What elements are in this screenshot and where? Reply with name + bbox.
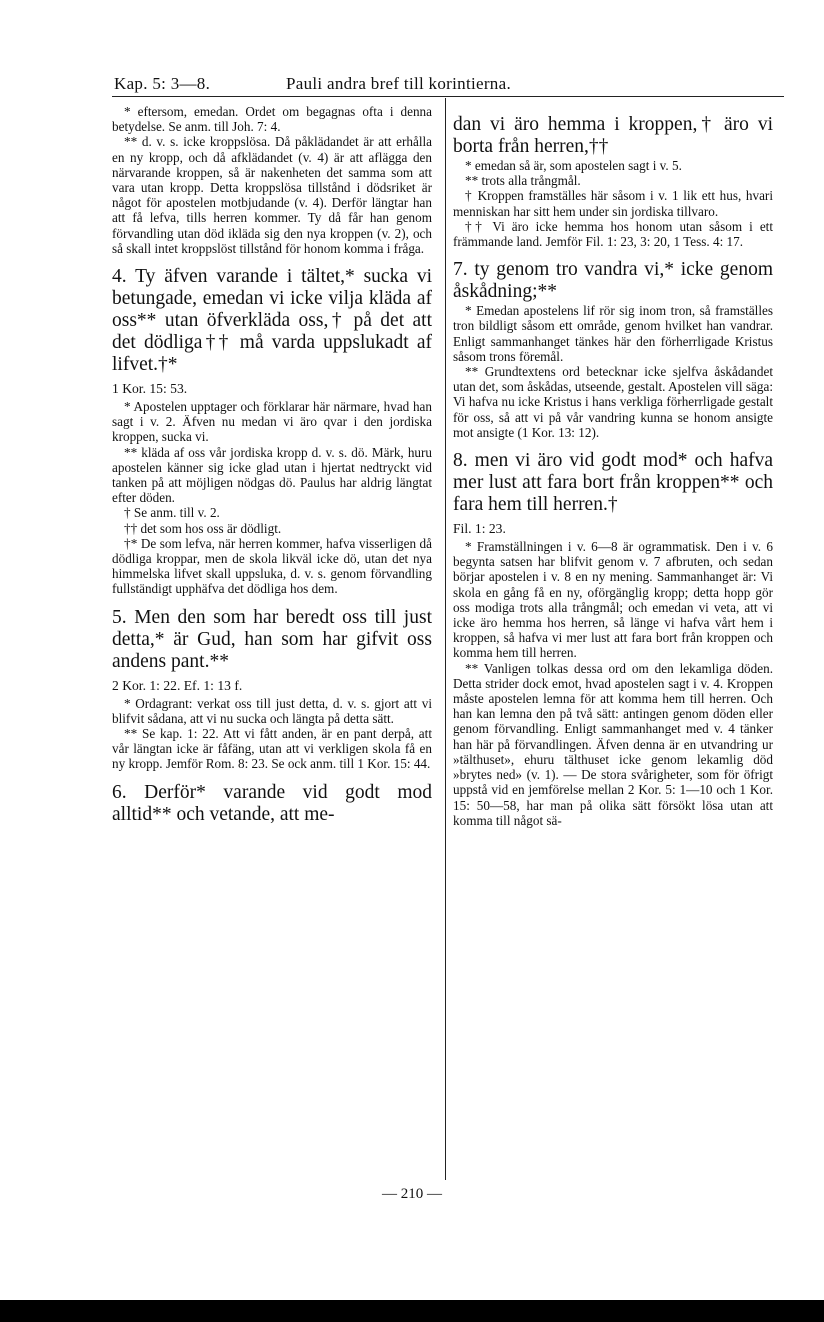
chapter-reference: Kap. 5: 3—8. <box>114 74 211 93</box>
verse-text: 5. Men den som har beredt oss till just detta,* är Gud, han som har gifvit oss andens pant.** <box>112 606 432 672</box>
verse-text: dan vi äro hemma i kroppen,† äro vi borta från herren,†† <box>453 114 773 157</box>
scan-bottom-edge <box>0 1300 824 1322</box>
verse-text: 7. ty genom tro vandra vi,* icke genom åskådning;** <box>453 259 773 303</box>
verse-text: 8. men vi äro vid godt mod* och hafva mer lust att fara bort från kroppen** och fara hem till herren.† <box>453 450 773 516</box>
column-divider <box>445 98 446 1180</box>
running-title: Pauli andra bref till korintierna. <box>286 74 511 93</box>
footnote: * Emedan apostelens lif rör sig inom tron, så framställes tron bildligt såsom ett område, genom hvilket han vandrar. Enligt sammanhanget tänkes här den förherrligade Kristus såsom trons föremål. <box>453 303 773 364</box>
running-header <box>114 74 792 94</box>
footnote: †† det som hos oss är dödligt. <box>124 520 282 536</box>
footnote: ** kläda af oss vår jordiska kropp d. v. s. dö. Märk, huru apostelen känner sig icke glad utan i hjertat nedtryckt vid tanken på att möjligen nödgas dö. Paulus har aldrig längtat efter döden. <box>112 444 432 506</box>
footnote: * Framställningen i v. 6—8 är ogrammatisk. Den i v. 6 begynta satsen har blifvit genom v. 7 afbruten, och sedan börjar apostelen i v. 8 en ny mening. Sammanhanget är: Vi skola en gång få en ny, oförgänglig kropp; detta hopp gör oss modiga trots alla trångmål; och emedan vi veta, att vi icke äro hemma hos herren, så länge vi hafva vårt hem i kroppen, så hafva vi mer lust att fara bort från kroppen och komma hem till herren. <box>453 539 773 661</box>
footnote: †† Vi äro icke hemma hos honom utan såsom i ett främmande land. Jemför Fil. 1: 23, 3: 20, 1 Tess. 4: 17. <box>453 218 773 250</box>
header-rule <box>112 96 784 97</box>
footnote: † Kroppen framställes här såsom i v. 1 lik ett hus, hvari menniskan har sitt hem under sin jordiska tillvaro. <box>453 188 773 219</box>
verse-text: 6. Derför* varande vid godt mod alltid** och vetande, att me- <box>112 781 432 825</box>
footnote: ** Se kap. 1: 22. Att vi fått anden, är en pant derpå, att vår längtan icke är fåfäng, utan att vi verkligen skola få en ny kropp. Jemför Rom. 8: 23. Se ock anm. till 1 Kor. 15: 44. <box>112 726 432 772</box>
footnote: ** trots alla trångmål. <box>465 173 581 189</box>
verse-text: 4. Ty äfven varande i tältet,* sucka vi betungade, emedan vi icke vilja kläda af oss** utan öfverkläda oss,† på det att det dödliga†† må varda uppslukadt af lifvet.†* <box>112 266 432 376</box>
footnote: * Ordagrant: verkat oss till just detta, d. v. s. gjort att vi blifvit sådana, att vi nu sucka och längta på detta sätt. <box>112 695 432 726</box>
left-column <box>112 104 432 826</box>
page-number: — 210 — <box>382 1186 442 1202</box>
footnote: * Apostelen upptager och förklarar här närmare, hvad han sagt i v. 2. Äfven nu medan vi äro qvar i den jordiska kroppen, sucka vi. <box>112 399 432 445</box>
footnote: * eftersom, emedan. Ordet om begagnas ofta i denna betydelse. Se anm. till Joh. 7: 4. <box>112 104 432 135</box>
cross-reference: Fil. 1: 23. <box>453 521 506 537</box>
right-column <box>453 104 773 828</box>
footnote: †* De som lefva, när herren kommer, hafva visserligen då dödliga kroppar, men de skola likväl icke dö, utan det nya himmelska lifvet skall uppsluka, d. v. s. genom förvandling fullständigt upphäfva det dödliga hos dem. <box>112 535 432 597</box>
footnote: ** d. v. s. icke kroppslösa. Då påklädandet är att erhålla en ny kropp, och då afklädandet (v. 4) är att aflägga den närvarande kroppen, så är nakenheten det samma som att vara utan kropp. Detta kroppslösa tillstånd i dödsriket är något för apostelen motbjudande (v. 4). Derför längtar han att få lefva, tills herren kommer. Ty då får han genom förvandling utan död ikläda sig den nya kroppen (v. 2), och så skall intet kroppslöst tillstånd för honom komma i fråga. <box>112 134 432 256</box>
footnote: † Se anm. till v. 2. <box>124 505 220 521</box>
footnote: * emedan så är, som apostelen sagt i v. 5. <box>465 158 682 173</box>
footnote: ** Vanligen tolkas dessa ord om den lekamliga döden. Detta strider dock emot, hvad apostelen sagt i v. 4. Kroppen måste apostelen lemna för att komma hem till herren. Och han kan lemna den på två sätt: antingen genom döden eller genom förvandling. Enligt sammanhanget med v. 4 tänker han här på förvandlingen. Äfven denna är en utvandring ur »tälthuset», ehuru tälthuset icke genom lekamlig död »brytes ned» (v. 1). — De stora svårigheter, som för öfrigt uppstå vid en jemförelse mellan 2 Kor. 5: 1—10 och 1 Kor. 15: 50—58, har man på olika sätt försökt lösa utan att komma till något sä- <box>453 660 773 828</box>
footnote: ** Grundtextens ord betecknar icke sjelfva åskådandet utan det, som åskådas, utseende, gestalt. Apostelen vill säga: Vi hafva nu icke Kristus i hans verkliga förherrligade gestalt för oss, så att vi på vår vandring kunna se honom ansigte mot ansigte (1 Kor. 13: 12). <box>453 364 773 440</box>
cross-reference: 2 Kor. 1: 22. Ef. 1: 13 f. <box>112 677 243 693</box>
cross-reference: 1 Kor. 15: 53. <box>112 381 188 397</box>
